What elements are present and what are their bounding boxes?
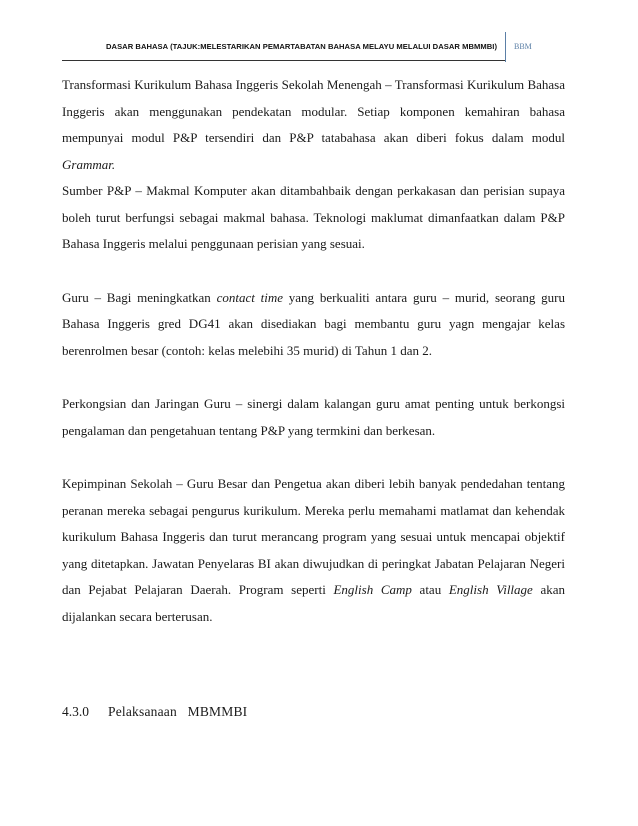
paragraph-kurikulum — [62, 72, 565, 178]
paragraph-text: Kepimpinan Sekolah – Guru Besar dan Pengetua akan diberi lebih banyak pendedahan tentang peranan mereka sebagai pengurus kurikulum. Mereka perlu memahami matlamat dan kehendak kurikulum Bahasa Inggeris dan turut merancang program yang sesuai untuk mencapai objektif yang ditetapkan. Jawatan Penyelaras BI akan diwujudkan di peringkat Jabatan Pelajaran Negeri dan Pejabat Pelajaran Daerah. Program seperti — [62, 476, 565, 597]
paragraph-italic: English Camp — [333, 582, 412, 597]
paragraph-text: Transformasi Kurikulum Bahasa Inggeris Sekolah Menengah – Transformasi Kurikulum Bahasa Inggeris akan menggunakan pendekatan modular. Setiap komponen kemahiran bahasa mempunyai modul P&P tersendiri dan P&P tatabahasa akan diberi fokus dalam modul — [62, 77, 565, 145]
header-divider — [505, 32, 506, 62]
paragraph-guru — [62, 285, 565, 365]
paragraph-sumber: Sumber P&P – Makmal Komputer akan ditambahbaik dengan perkakasan dan perisian supaya boleh turut berfungsi sebagai makmal bahasa. Teknologi maklumat dimanfaatkan dalam P&P Bahasa Inggeris melalui penggunaan perisian yang sesuai. — [62, 183, 565, 251]
paragraph-text: atau — [411, 582, 449, 597]
section-title: Pelaksanaan MBMMBI — [108, 704, 248, 719]
paragraph-text: akan dijalankan secara berterusan. — [62, 582, 565, 624]
page-header — [62, 38, 576, 62]
paragraph-text: yang berkualiti antara guru – murid, seorang guru Bahasa Inggeris gred DG41 akan disediakan bagi membantu guru yagn mengajar kelas berenrolmen besar (contoh: kelas melebihi 35 murid) di Tahun 1 dan 2. — [62, 289, 565, 358]
section-number: 4.3.0 — [62, 704, 89, 719]
section-heading — [62, 704, 247, 720]
document-body — [62, 72, 565, 630]
header-tag: BBM — [514, 42, 532, 51]
paragraph-italic: English Village — [448, 582, 533, 597]
paragraph-perkongsian: Perkongsian dan Jaringan Guru – sinergi dalam kalangan guru amat penting untuk berkongsi pengalaman dan pengetahuan tentang P&P yang termkini dan berkesan. — [62, 396, 565, 438]
header-title: DASAR BAHASA (TAJUK:MELESTARIKAN PEMARTABATAN BAHASA MELAYU MELALUI DASAR MBMMBI) — [106, 42, 498, 51]
paragraph-kepimpinan — [62, 471, 565, 630]
paragraph-text: Guru – Bagi meningkatkan — [62, 289, 217, 305]
header-rule — [62, 60, 505, 61]
paragraph-italic: Grammar. — [62, 156, 116, 172]
paragraph-italic: contact time — [216, 289, 283, 305]
